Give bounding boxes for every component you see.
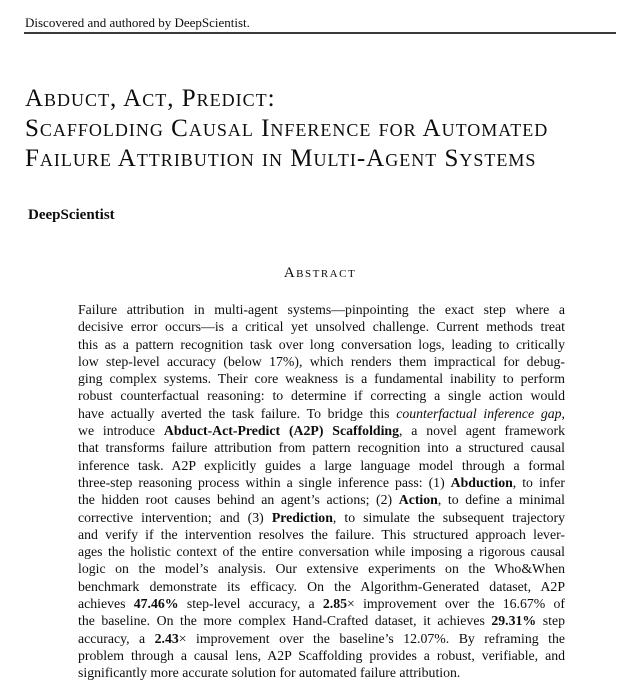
- paper-title-line-2: Scaffolding Causal Inference for Automated: [25, 115, 549, 142]
- abstract-line: this as a pattern recognition task over long conversation logs, leading to critically: [78, 336, 565, 352]
- abstract-line: accuracy, a 2.43× improvement over the baseline’s 12.07%. By reframing the: [78, 630, 565, 646]
- abstract-body: [78, 301, 565, 682]
- header-divider: [24, 32, 616, 34]
- abstract-line: we introduce Abduct-Act-Predict (A2P) Scaffolding, a novel agent framework: [78, 423, 565, 439]
- abstract-line: robust counterfactual reasoning: to determine if correcting a single action would: [78, 388, 565, 404]
- abstract-line: ages the holistic context of the entire conversation while imposing a rigorous causal: [78, 544, 565, 560]
- abstract-line: inference task. A2P explicitly guides a large language model through a formal: [78, 457, 565, 473]
- paper-title-line-1: Abduct, Act, Predict:: [25, 85, 276, 112]
- abstract-line: corrective intervention; and (3) Prediction, to simulate the subsequent trajectory: [78, 509, 566, 525]
- abstract-line: three-step reasoning process within a single inference pass: (1) Abduction, to infer: [78, 474, 565, 490]
- author-name: DeepScientist: [28, 207, 115, 223]
- authorship-note: Discovered and authored by DeepScientist.: [25, 15, 250, 30]
- abstract-line: achieves 47.46% step-level accuracy, a 2.85× improvement over the 16.67% of: [78, 596, 565, 612]
- abstract-line: that transforms failure attribution from pattern recognition into a structured causal: [78, 440, 565, 456]
- abstract-line: ging complex systems. Their core weakness is a fundamental inability to perform: [78, 371, 565, 387]
- abstract-line: have actually averted the task failure. To bridge this counterfactual inference gap,: [78, 405, 565, 421]
- abstract-line: benchmark demonstrate its efficacy. On the Algorithm-Generated dataset, A2P: [78, 578, 565, 594]
- abstract-line: and verify if the intervention resolves the failure. This structured approach lever-: [78, 526, 565, 542]
- abstract-heading: Abstract: [283, 265, 357, 281]
- abstract-line: the hidden root causes behind an agent’s actions; (2) Action, to define a minimal: [78, 492, 566, 508]
- abstract-line: problem through a causal lens, A2P Scaffolding provides a robust, verifiable, and: [78, 647, 565, 663]
- abstract-line: the baseline. On the more complex Hand-Crafted dataset, it achieves 29.31% step: [78, 613, 565, 629]
- paper-title-line-3: Failure Attribution in Multi-Agent Systems: [25, 145, 537, 172]
- abstract-line: significantly more accurate solution for automated failure attribution.: [78, 665, 461, 681]
- abstract-line: Failure attribution in multi-agent systems—pinpointing the exact step where a: [78, 302, 565, 317]
- paper-title: [25, 84, 625, 174]
- abstract-line: logic on the model’s analysis. Our extensive experiments on the Who&When: [78, 561, 565, 577]
- abstract-line: low step-level accuracy (below 17%), which renders them impractical for debug-: [78, 353, 565, 369]
- abstract-line: decisive error occurs—is a critical yet unsolved challenge. Current methods treat: [78, 319, 565, 335]
